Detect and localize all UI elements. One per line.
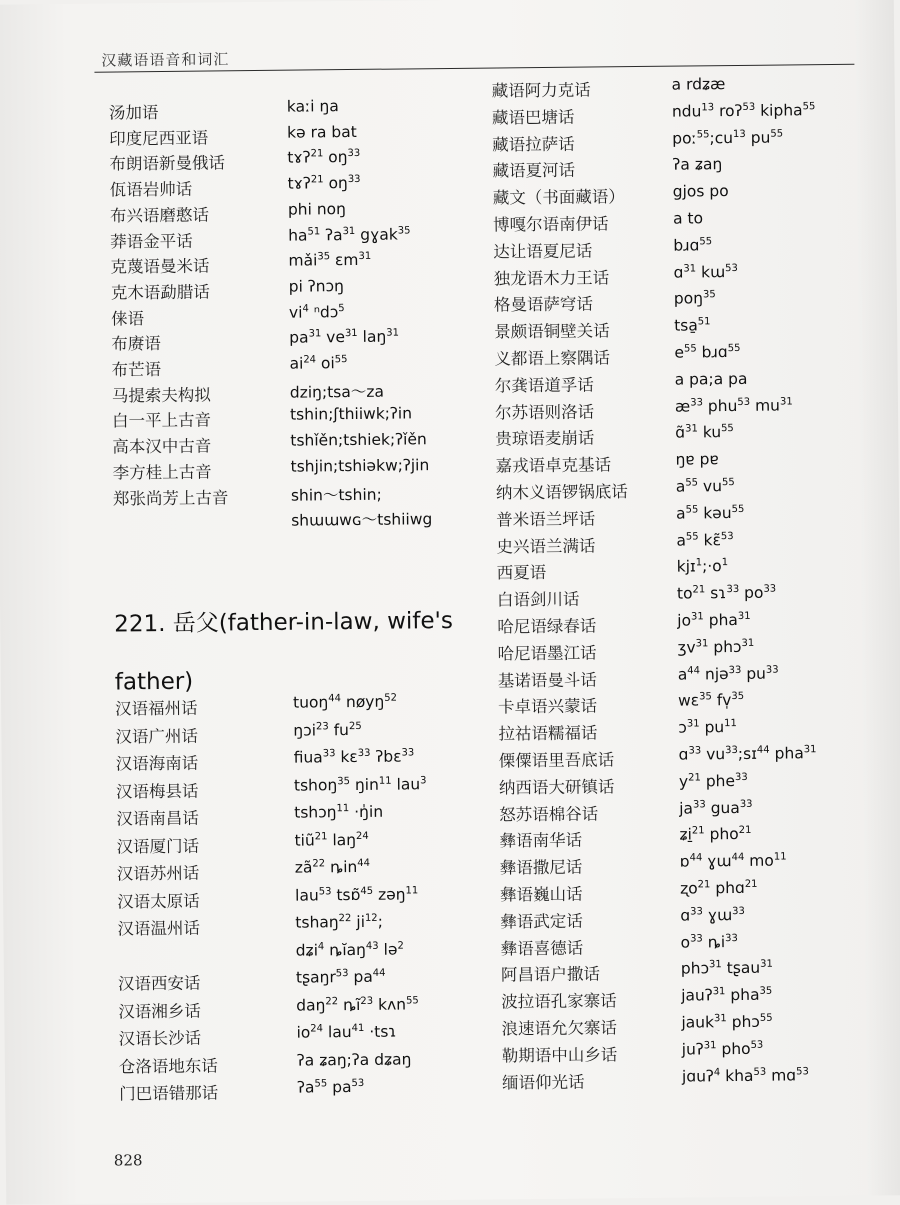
entry-row [117, 857, 497, 888]
language-name: 李方桂上古音 [112, 462, 212, 483]
language-name: 普米语兰坪话 [496, 509, 596, 530]
entry-row [499, 770, 889, 801]
entry-row [111, 327, 491, 357]
language-name: 史兴语兰满话 [496, 536, 596, 557]
entry-row [110, 198, 490, 228]
entry-row [495, 368, 885, 399]
entry-row [497, 636, 887, 667]
entry-row [493, 261, 883, 292]
entry-row [500, 851, 890, 882]
entry-row [118, 939, 498, 970]
phonetic-form: tshoŋ$^{35}$ ŋin$^{11}$ lau$^3$ [293, 774, 427, 795]
phonetic-form: ŋɐ pɐ [675, 450, 719, 469]
phonetic-form: ɑ̃$^{31}$ $ku^{55}$ [675, 423, 734, 443]
phonetic-form: tshǐěn;tshiek;ʔǐěn [290, 430, 427, 450]
left-column-top [108, 96, 489, 530]
phonetic-form: $jo^{31}$ pha$^{31}$ [677, 610, 751, 630]
entry-row [110, 250, 490, 280]
language-name: 哈尼语墨江话 [497, 643, 597, 664]
language-name: 汉语广州话 [115, 726, 199, 747]
entry-row [492, 73, 882, 104]
entry-row [497, 609, 887, 640]
phonetic-form: $ja^{33}$ gua$^{33}$ [679, 798, 753, 818]
language-name: 汉语梅县话 [115, 781, 199, 802]
entry-row [113, 507, 493, 537]
phonetic-form: jɑuʔ$^4$ kha$^{53}$ mɑ$^{53}$ [681, 1065, 809, 1086]
phonetic-form: $e^{55}$ bɹɑ$^{55}$ [674, 342, 741, 362]
entry-row [499, 797, 889, 828]
phonetic-form: ʔa ʑaŋ [672, 155, 723, 175]
entry-row [496, 529, 886, 560]
phonetic-form: $a^{44}$ njə$^{33}$ $pu^{33}$ [677, 664, 779, 684]
phonetic-form: $o^{33}$ $ȵi^{33}$ [680, 932, 738, 952]
entry-row [110, 173, 490, 203]
language-name: 汉语温州话 [117, 918, 201, 939]
entry-row [118, 1022, 498, 1053]
language-name: 傈僳语里吾底话 [498, 750, 615, 771]
phonetic-form: ɑ$^{31}$ kɯ$^{53}$ [673, 262, 738, 282]
language-name: 哈尼语绿春话 [497, 616, 597, 637]
language-name: 汉语苏州话 [116, 863, 200, 884]
language-name: 彝语武定话 [500, 911, 583, 932]
language-name: 缅语仰光话 [501, 1072, 585, 1093]
phonetic-form: ŋɔi$^{23}$ $fu^{25}$ [293, 720, 362, 740]
entry-row [493, 234, 883, 265]
entry-row [501, 1011, 891, 1042]
phonetic-form: ʔa ʑaŋ;ʔa dʑaŋ [296, 1049, 412, 1070]
language-name: 尔龚语道孚话 [494, 375, 594, 396]
language-name: 布朗语新曼俄话 [109, 153, 226, 174]
language-name: 汉语南昌话 [116, 808, 199, 829]
phonetic-form: $kjɪ^1;\cdot o^1$ [676, 557, 729, 577]
entry-row [492, 100, 882, 131]
language-name: 布赓语 [111, 334, 161, 354]
entry-row [500, 877, 890, 908]
section-heading: 221. 岳父(father-in-law, wife's father) [114, 607, 454, 696]
phonetic-form: tʂaŋr$^{53}$ $pa^{44}$ [295, 967, 386, 987]
phonetic-form: bɹɑ$^{55}$ [673, 236, 713, 255]
entry-row [109, 147, 489, 177]
phonetic-form: ʑi̱$^{21}$ pho$^{21}$ [679, 825, 752, 844]
phonetic-form: $a^{55}$ kɛ̃$^{53}$ [676, 530, 734, 550]
phonetic-form: $y^{21}$ phe$^{33}$ [678, 771, 748, 791]
page-number: 828 [113, 1151, 143, 1170]
language-name: 格曼语萨穹话 [493, 294, 594, 315]
language-name: 俫语 [110, 308, 145, 329]
language-name: 汉语西安话 [117, 973, 201, 994]
language-name: 彝语撒尼话 [499, 857, 583, 878]
phonetic-form: jauk$^{31}$ phɔ$^{55}$ [681, 1012, 773, 1032]
language-name: 莽语金平话 [110, 231, 193, 252]
phonetic-form: wɛ$^{35}$ fv̩$^{35}$ [677, 691, 745, 711]
phonetic-form: ɑ$^{33}$ $vu^{33};sɪ^{44}$ pha$^{31}$ [678, 744, 817, 764]
phonetic-form: $io^{24}$ lau$^{41}$ ·tsɿ [296, 1022, 397, 1042]
phonetic-form: ɔ$^{31}$ $pu^{11}$ [678, 718, 737, 737]
phonetic-form: $to^{21}$ sɿ$^{33}$ $po^{33}$ [676, 583, 777, 603]
phonetic-form: tshɔŋ$^{11}$ ·ŋ̍in [294, 802, 384, 822]
entry-row [113, 481, 493, 511]
language-name: 汉语厦门话 [116, 836, 200, 857]
entry-row [118, 994, 498, 1025]
language-name: 景颇语铜壁关话 [494, 321, 610, 342]
language-name: 拉祜语糯福话 [498, 723, 598, 744]
language-name: 波拉语孔家寨话 [501, 991, 617, 1012]
language-name: 彝语南华话 [499, 831, 583, 851]
language-name: 白一平上古音 [112, 410, 212, 431]
language-name: 勒期语中山乡话 [501, 1045, 618, 1066]
phonetic-form: tɤʔ$^{21}$ $oŋ^{33}$ [287, 174, 361, 193]
language-name: 汤加语 [108, 103, 159, 123]
phonetic-form: $zã^{22}$ ȵin$^{44}$ [294, 857, 371, 877]
entry-row [112, 430, 492, 460]
language-name: 布兴语磨憨话 [109, 205, 210, 226]
entry-row [119, 1077, 499, 1108]
language-name: 布芒语 [111, 360, 162, 380]
entry-row [495, 422, 885, 453]
phonetic-form: tshaŋ$^{22}$ $ji^{12}$; [295, 912, 384, 932]
right-column [491, 73, 882, 1093]
entry-row [494, 341, 884, 372]
entry-row [494, 315, 884, 346]
language-name: 门巴语错那话 [119, 1083, 219, 1104]
entry-row [115, 719, 495, 750]
language-name: 尔苏语则洛话 [494, 402, 595, 423]
phonetic-form: tuoŋ$^{44}$ nøyŋ$^{52}$ [292, 692, 398, 712]
language-name: 纳木义语锣锅底话 [495, 482, 628, 503]
entry-row [492, 154, 882, 185]
language-name: 藏语夏河话 [492, 161, 576, 181]
entry-row [499, 824, 889, 855]
entry-row [500, 904, 890, 935]
language-name: 基诺语曼斗话 [497, 670, 597, 691]
phonetic-form: ndu$^{13}$ roʔ$^{53}$ kipha$^{55}$ [671, 100, 816, 121]
language-name: 佤语岩帅话 [109, 179, 193, 200]
entry-row [117, 884, 497, 915]
phonetic-form: a to [672, 209, 704, 228]
phonetic-form: jauʔ$^{31}$ pha$^{35}$ [681, 985, 773, 1005]
phonetic-form: ɒ$^{44}$ ɣɯ$^{44}$ $mo^{11}$ [679, 851, 787, 871]
entry-row [109, 121, 489, 151]
entry-row [498, 690, 888, 721]
phonetic-form: $poː^{55};cu^{13}$ $pu^{55}$ [672, 128, 784, 148]
entry-row [495, 395, 885, 426]
entry-row [497, 583, 887, 614]
language-name: 克木语勐腊话 [110, 282, 210, 303]
phonetic-form: $vi^4$ ⁿdɔ$^5$ [288, 302, 345, 322]
entry-row [109, 96, 489, 126]
language-name: 印度尼西亚语 [109, 128, 209, 149]
entry-row [502, 1065, 892, 1096]
language-name: 白语剑川话 [496, 589, 580, 610]
phonetic-form: tiũ$^{21}$ laŋ$^{24}$ [294, 830, 369, 850]
entry-row [113, 455, 493, 485]
phonetic-form: tɤʔ$^{21}$ $oŋ^{33}$ [287, 148, 361, 168]
entry-row [111, 353, 491, 383]
entry-row [494, 288, 884, 319]
language-name: 汉语湘乡话 [118, 1001, 201, 1021]
entry-row [501, 958, 891, 989]
language-name: 高本汉中古音 [112, 436, 212, 457]
phonetic-form: gjos po [672, 182, 729, 201]
entry-row [493, 181, 883, 212]
phonetic-form: fiua$^{33}$ kɛ$^{33}$ ʔbɛ$^{33}$ [293, 747, 415, 767]
language-name: 独龙语木力王话 [493, 267, 610, 289]
language-name: 贵琼语麦崩话 [495, 428, 595, 449]
entry-row [118, 967, 498, 998]
language-name: 怒苏语棉谷话 [499, 804, 599, 825]
entry-row [498, 663, 888, 694]
phonetic-form: $æ^{33}$ phu$^{53}$ $mu^{31}$ [674, 395, 793, 416]
language-name: 藏语阿力克话 [491, 80, 591, 101]
phonetic-form: $a^{55}$ kəu$^{55}$ [676, 503, 745, 523]
entry-row [501, 985, 891, 1016]
entry-row [498, 717, 888, 748]
phonetic-form: $ha^{51}$ ʔa$^{31}$ gɣak$^{35}$ [288, 224, 411, 245]
phonetic-form: daŋ$^{22}$ $ȵĩ^{23}$ kʌn$^{55}$ [296, 994, 419, 1015]
language-name: 义都语上察隅话 [494, 348, 611, 369]
entry-row [112, 378, 492, 408]
phonetic-form: a pa;a pa [674, 369, 748, 389]
phonetic-form: tshjin;tshiəkw;ʔjin [290, 456, 430, 476]
entry-row [496, 475, 886, 506]
language-name: 纳西语大研镇话 [498, 777, 615, 798]
entry-row [502, 1038, 892, 1069]
language-name: 汉语长沙话 [118, 1028, 202, 1049]
phonetic-form: kaːi ŋa [286, 97, 339, 116]
phonetic-form: $ai^{24}$ $oi^{55}$ [289, 354, 348, 373]
phonetic-form: tshin;ʃthiiwk;ʔin [289, 404, 413, 425]
language-name: 嘉戎语卓克基话 [495, 455, 612, 476]
phonetic-form: ɑ$^{33}$ ɣɯ$^{33}$ [680, 905, 745, 925]
entry-row [492, 127, 882, 158]
language-name: 浪速语允欠寨话 [501, 1018, 618, 1039]
phonetic-form: mǎi$^{35}$ ɛm$^{31}$ [288, 250, 372, 270]
entry-row [116, 829, 496, 860]
phonetic-form: dziŋ;tsa～za [289, 382, 385, 402]
language-name: 卡卓语兴蒙话 [498, 696, 598, 717]
phonetic-form: juʔ$^{31}$ pho$^{53}$ [681, 1039, 764, 1059]
entry-row [496, 502, 886, 533]
language-name: 博嘎尔语南伊话 [492, 214, 609, 235]
language-name: 西夏语 [496, 563, 547, 583]
entry-row [497, 556, 887, 587]
phonetic-form: ʒv$^{31}$ phɔ$^{31}$ [677, 637, 755, 657]
entry-row [112, 404, 492, 434]
phonetic-form: $a^{55}$ $vu^{55}$ [675, 477, 735, 496]
language-name: 藏语巴塘话 [491, 107, 575, 128]
language-name: 汉语太原话 [117, 891, 200, 912]
language-name: 克蔑语曼米话 [110, 256, 210, 277]
phonetic-form: phɔ$^{31}$ tʂau$^{31}$ [680, 959, 773, 978]
phonetic-form: shɯɯwɢ～tshiiwg [291, 510, 433, 530]
entry-row [116, 747, 496, 778]
language-name: 藏文（书面藏语） [492, 187, 625, 208]
language-name: 郑张尚芳上古音 [112, 487, 229, 509]
phonetic-form: shin～tshin; [290, 485, 382, 505]
language-name: 马提索夫构拟 [111, 385, 211, 406]
entry-row [111, 275, 491, 305]
phonetic-form: dʑi$^4$ ȵĭaŋ$^{43}$ lə$^2$ [295, 940, 404, 960]
entry-row [117, 912, 497, 943]
phonetic-form: tsa̱$^{51}$ [674, 316, 711, 335]
entry-row [111, 301, 491, 331]
language-name: 达让语夏尼话 [493, 241, 593, 262]
language-name: 仓洛语地东话 [118, 1055, 218, 1076]
phonetic-form: $pa^{31}$ $ve^{31}$ laŋ$^{31}$ [289, 327, 400, 347]
entry-row [116, 774, 496, 805]
phonetic-form: lau$^{53}$ tsɒ̃$^{45}$ zəŋ$^{11}$ [294, 884, 419, 905]
running-header: 汉藏语语音和词汇 [101, 50, 230, 70]
language-name: 彝语喜德话 [500, 938, 584, 959]
phonetic-form: ʔa$^{55}$ $pa^{53}$ [297, 1077, 365, 1097]
language-name: 汉语海南话 [115, 753, 199, 774]
entry-row [495, 449, 885, 480]
entry-row [501, 931, 891, 962]
phonetic-form: phi noŋ [287, 199, 347, 219]
phonetic-form: pi ʔnɔŋ [288, 276, 344, 296]
phonetic-form: a rdʑæ [671, 75, 726, 94]
entry-row [119, 1049, 499, 1080]
entry-row [493, 207, 883, 238]
language-name: 汉语福州话 [115, 698, 198, 719]
phonetic-form: ʐo$^{21}$ phɑ$^{21}$ [679, 878, 758, 898]
entry-row [116, 802, 496, 833]
phonetic-form: kə ra bat [286, 122, 357, 142]
entry-row [499, 743, 889, 774]
language-name: 彝语巍山话 [499, 884, 583, 905]
entry-row [110, 224, 490, 254]
entry-row [115, 692, 495, 723]
language-name: 阿昌语户撒话 [500, 964, 601, 985]
phonetic-form: poŋ$^{35}$ [673, 289, 716, 309]
language-name: 藏语拉萨话 [492, 134, 575, 155]
